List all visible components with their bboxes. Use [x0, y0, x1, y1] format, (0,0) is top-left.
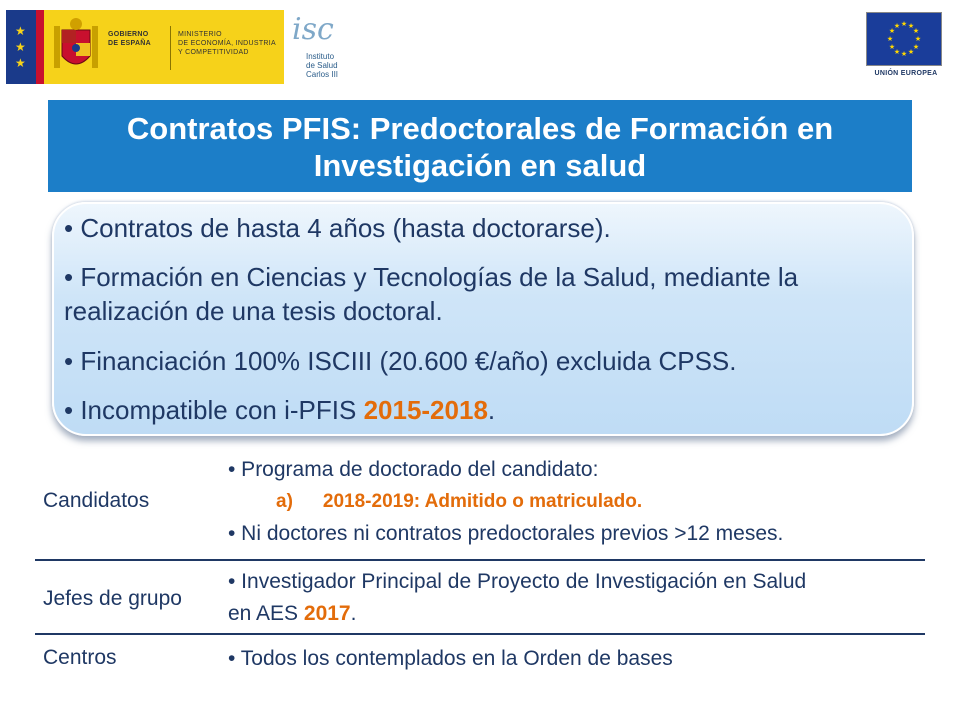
- svg-text:★: ★: [907, 22, 915, 30]
- bullet-financiacion: • Financiación 100% ISCIII (20.600 €/año) excluida CPSS.: [64, 346, 737, 376]
- isciii-name: Instituto de Salud Carlos III: [306, 52, 339, 79]
- title-banner: [48, 100, 912, 192]
- highlight-year: 2017: [303, 602, 351, 625]
- centros-content: [228, 643, 673, 675]
- isciii-logo: [290, 12, 360, 84]
- candidatos-line3: • Ni doctores ni contratos predoctorales previos >12 meses.: [228, 522, 784, 545]
- row-divider: [35, 559, 925, 561]
- svg-text:★: ★: [900, 50, 908, 58]
- jefes-line2: en AES 2017.: [228, 602, 357, 625]
- bullet-incompatible: • Incompatible con i-PFIS 2015-2018.: [64, 395, 496, 425]
- divider: [170, 26, 171, 70]
- isc-logo-mark: isc: [292, 12, 334, 47]
- svg-text:★: ★: [888, 27, 896, 35]
- label-centros: Centros: [43, 646, 117, 669]
- jefes-content: [228, 566, 806, 630]
- candidatos-line1: • Programa de doctorado del candidato:: [228, 458, 599, 481]
- gobierno-text: GOBIERNO DE ESPAÑA: [108, 31, 152, 47]
- row-divider: [35, 633, 925, 635]
- svg-text:★: ★: [907, 48, 915, 56]
- svg-text:★: ★: [893, 48, 901, 56]
- bullet-formacion: • Formación en Ciencias y Tecnologías de la Salud, mediante la realización de una tesis doctoral.: [64, 262, 799, 326]
- eu-stars-strip: ★ ★ ★: [6, 10, 36, 84]
- eu-flag-icon: [866, 12, 942, 66]
- svg-text:★: ★: [912, 27, 920, 35]
- svg-text:★: ★: [886, 35, 894, 43]
- ministerio-text: MINISTERIO DE ECONOMÍA, INDUSTRIA Y COMPETITIVIDAD: [178, 31, 276, 56]
- highlight-years: 2015-2018: [363, 395, 488, 425]
- info-box: [52, 202, 914, 436]
- svg-text:★: ★: [914, 35, 922, 43]
- jefes-line1: • Investigador Principal de Proyecto de Investigación en Salud: [228, 570, 807, 593]
- eu-label: UNIÓN EUROPEA: [874, 70, 938, 77]
- label-candidatos: Candidatos: [43, 489, 150, 512]
- slide-title: Contratos PFIS: Predoctorales de Formación en Investigación en salud: [126, 111, 834, 183]
- svg-text:★: ★: [900, 20, 908, 28]
- candidatos-content: [228, 454, 783, 550]
- gobierno-logo: [6, 10, 284, 84]
- svg-text:★: ★: [893, 22, 901, 30]
- svg-text:★: ★: [888, 43, 896, 51]
- candidatos-sub-item: a) 2018-2019: Admitido o matriculado.: [276, 491, 643, 512]
- coat-of-arms-icon: [48, 16, 104, 78]
- spain-flag-stripe: [36, 10, 44, 84]
- label-jefes: Jefes de grupo: [43, 587, 182, 610]
- centros-line1: • Todos los contemplados en la Orden de bases: [228, 647, 673, 670]
- bullet-duracion: • Contratos de hasta 4 años (hasta doctorarse).: [64, 213, 611, 243]
- svg-text:★: ★: [912, 43, 920, 51]
